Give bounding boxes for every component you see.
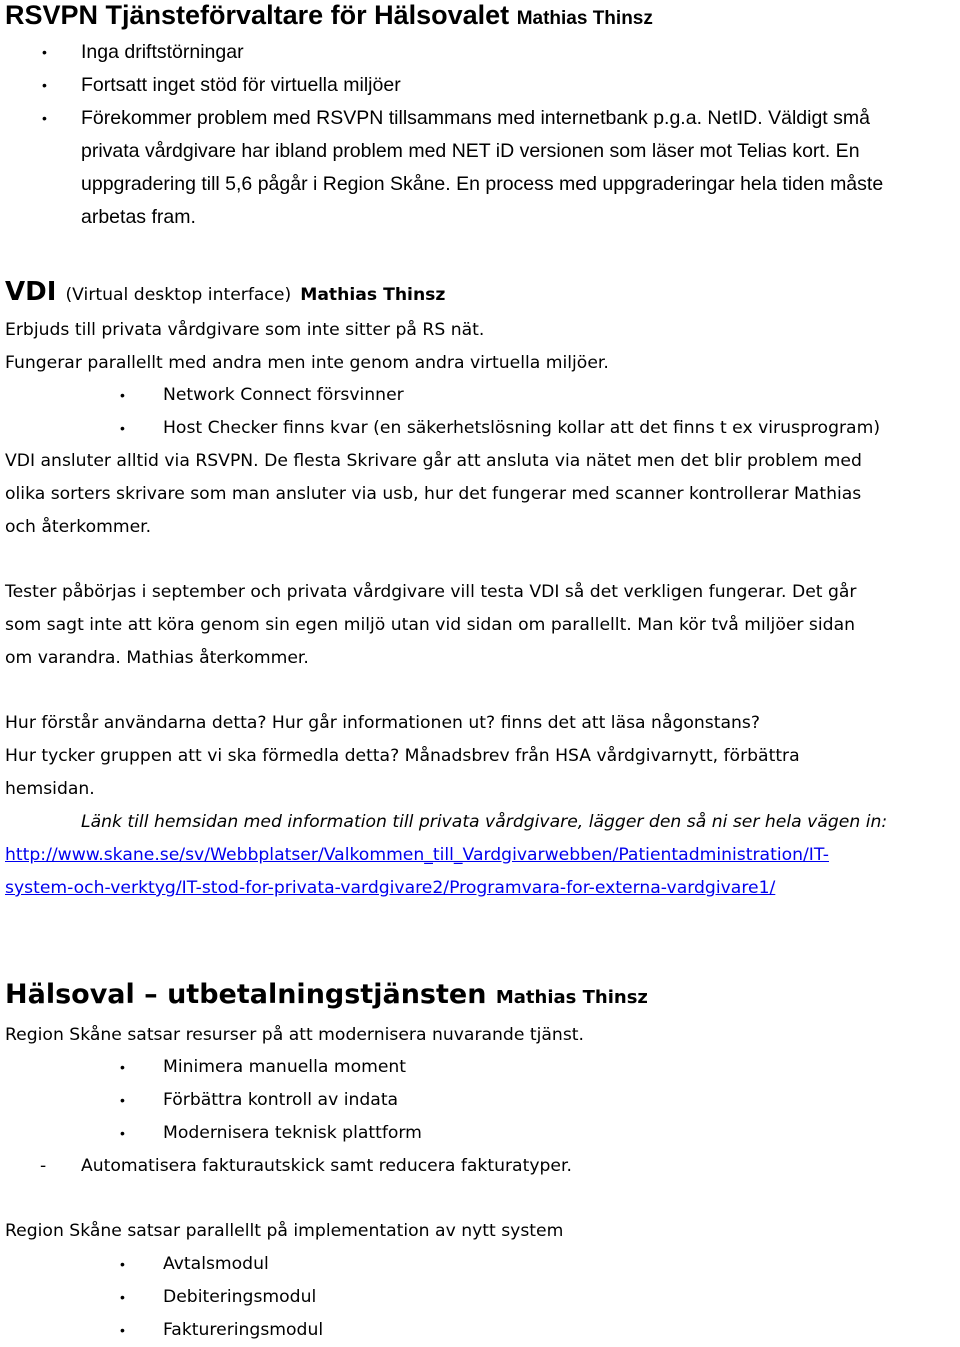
vdi-bullet: Network Connect försvinner bbox=[163, 385, 404, 405]
vdi-para3-line: Hur tycker gruppen att vi ska förmedla detta? Månadsbrev från HSA vårdgivarnytt, förbättra bbox=[5, 746, 800, 766]
halsoval-dash-item: Automatisera fakturautskick samt reducera fakturatyper. bbox=[81, 1156, 572, 1176]
vdi-bullet: Host Checker finns kvar (en säkerhetslösning kollar att det finns t ex virusprogram) bbox=[163, 418, 881, 438]
bullet-marker: • bbox=[120, 1092, 125, 1108]
rsvpn-item: Inga driftstörningar bbox=[81, 41, 244, 63]
halsoval-heading bbox=[5, 977, 648, 1016]
vdi-para3-line: Hur förstår användarna detta? Hur går informationen ut? finns det att läsa någonstans? bbox=[5, 713, 760, 733]
bullet-marker: • bbox=[120, 1256, 125, 1272]
vdi-title: VDI bbox=[5, 277, 57, 307]
vdi-para2-line: Tester påbörjas i september och privata vårdgivare vill testa VDI så det verkligen fungerar. Det går bbox=[5, 582, 857, 602]
halsoval-bullet2: Debiteringsmodul bbox=[163, 1287, 317, 1307]
bullet-marker: • bbox=[120, 420, 125, 436]
bullet-marker: • bbox=[42, 110, 47, 126]
bullet-marker: • bbox=[42, 77, 47, 93]
halsoval-title: Hälsoval – utbetalningstjänsten bbox=[5, 979, 487, 1010]
halsoval-bullet2: Avtalsmodul bbox=[163, 1254, 269, 1274]
vdi-subtitle: (Virtual desktop interface) bbox=[65, 285, 292, 305]
vdi-heading bbox=[5, 276, 445, 312]
hemsida-link[interactable]: http://www.skane.se/sv/Webbplatser/Valkommen_till_Vardgivarwebben/Patientadministration/IT- bbox=[5, 845, 829, 865]
halsoval-bullet: Förbättra kontroll av indata bbox=[163, 1090, 399, 1110]
bullet-marker: • bbox=[120, 1289, 125, 1305]
vdi-para1-line: olika sorters skrivare som man ansluter via usb, hur det fungerar med scanner kontrollerar Mathias bbox=[5, 484, 862, 504]
halsoval-bullet: Minimera manuella moment bbox=[163, 1057, 407, 1077]
bullet-marker: • bbox=[120, 1125, 125, 1141]
rsvpn-item-cont: uppgradering till 5,6 pågår i Region Skåne. En process med uppgraderingar hela tiden måste bbox=[81, 173, 884, 195]
halsoval-intro2: Region Skåne satsar parallellt på implementation av nytt system bbox=[5, 1221, 564, 1241]
link-intro: Länk till hemsidan med information till privata vårdgivare, lägger den så ni ser hela vägen in: bbox=[81, 812, 888, 832]
vdi-para3-line: hemsidan. bbox=[5, 779, 95, 799]
vdi-para2-line: som sagt inte att köra genom sin egen miljö utan vid sidan om parallellt. Man kör två miljöer sidan bbox=[5, 615, 855, 635]
bullet-marker: • bbox=[42, 44, 47, 60]
rsvpn-heading bbox=[5, 0, 653, 34]
vdi-owner: Mathias Thinsz bbox=[300, 285, 446, 305]
rsvpn-title: RSVPN Tjänsteförvaltare för Hälsovalet bbox=[5, 0, 510, 30]
halsoval-owner: Mathias Thinsz bbox=[495, 987, 648, 1008]
bullet-marker: • bbox=[120, 387, 125, 403]
rsvpn-item-cont: arbetas fram. bbox=[81, 206, 196, 228]
hemsida-link-cont[interactable]: system-och-verktyg/IT-stod-for-privata-vardgivare2/Programvara-for-externa-vardgivare1/ bbox=[5, 878, 776, 898]
dash-marker: - bbox=[40, 1156, 47, 1176]
rsvpn-owner: Mathias Thinsz bbox=[516, 8, 653, 29]
vdi-para2-line: om varandra. Mathias återkommer. bbox=[5, 648, 309, 668]
halsoval-bullet: Modernisera teknisk plattform bbox=[163, 1123, 422, 1143]
rsvpn-item-cont: privata vårdgivare har ibland problem med NET iD versionen som läser mot Telias kort. En bbox=[81, 140, 860, 162]
bullet-marker: • bbox=[120, 1322, 125, 1338]
rsvpn-item: Fortsatt inget stöd för virtuella miljöer bbox=[81, 74, 401, 96]
bullet-marker: • bbox=[120, 1059, 125, 1075]
vdi-para1-line: och återkommer. bbox=[5, 517, 152, 537]
halsoval-intro: Region Skåne satsar resurser på att modernisera nuvarande tjänst. bbox=[5, 1025, 584, 1045]
rsvpn-item: Förekommer problem med RSVPN tillsammans med internetbank p.g.a. NetID. Väldigt små bbox=[81, 107, 870, 129]
halsoval-bullet2: Faktureringsmodul bbox=[163, 1320, 324, 1340]
vdi-line: Erbjuds till privata vårdgivare som inte sitter på RS nät. bbox=[5, 320, 485, 340]
vdi-line: Fungerar parallellt med andra men inte genom andra virtuella miljöer. bbox=[5, 353, 609, 373]
vdi-para1-line: VDI ansluter alltid via RSVPN. De flesta Skrivare går att ansluta via nätet men det blir problem med bbox=[5, 451, 862, 471]
